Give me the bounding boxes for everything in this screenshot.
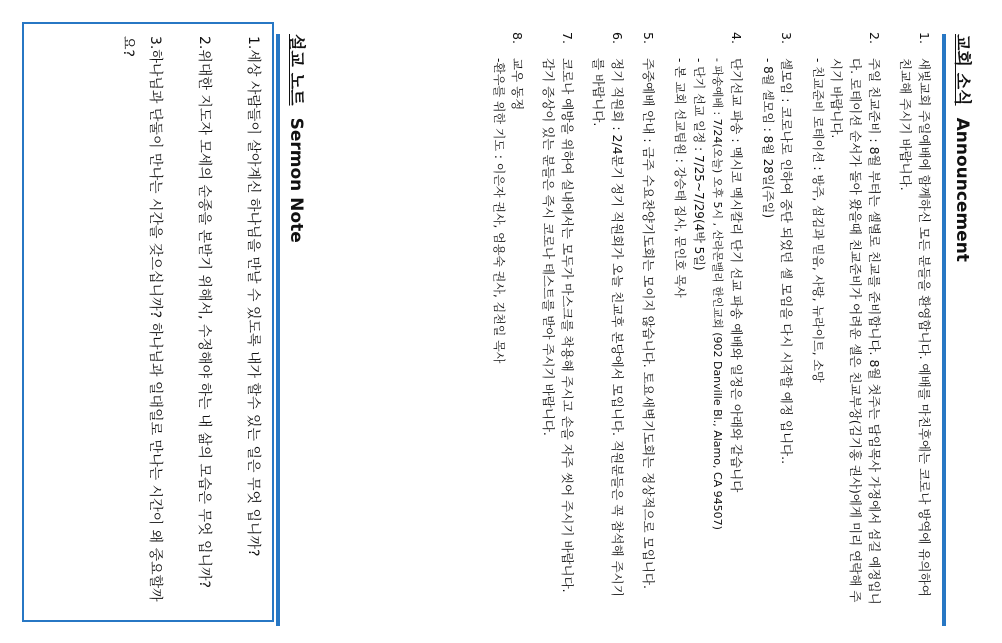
announcement-item bbox=[808, 18, 884, 608]
announcement-item bbox=[489, 18, 527, 608]
announcement-item bbox=[639, 18, 658, 608]
sermon-question: 2.위대한 지도자 모세의 순종을 본받기 위해서, 수정해야 하는 내 삶의 모습은 무엇 입니까? bbox=[196, 36, 212, 588]
announcement-item bbox=[758, 18, 796, 608]
announcement-title-en: Announcement bbox=[952, 117, 972, 262]
sermon-title-ko: 설교 노트 bbox=[286, 34, 306, 106]
sermon-question: 3.하나님과 단둘이 만나는 시간을 갖으십니까? 하나님과 일대일로 만나는 시간이 왜 중요할까요? bbox=[120, 36, 163, 602]
item-number: 2. bbox=[867, 32, 882, 44]
sermon-rule bbox=[276, 34, 280, 626]
item-subtext: - 파송예배 : 7/24(오늘) 오후 5시 , 산라몬밸리 한인교회 (902 Danville Bl., Alamo, CA 94507) bbox=[711, 58, 724, 530]
announcement-item bbox=[670, 18, 746, 608]
item-text: 새빛교회 주일예배에 함께하신 모든 분들을 환영합니다. 예배를 마친후에는 코로나 방역에 유의하여 친교해 주시기 바랍니다. bbox=[898, 58, 932, 597]
item-number: 6. bbox=[610, 32, 625, 44]
item-text: 주중예배 안내 : 금주 수요찬양기도회는 모이지 않습니다. 토요새벽기도회는 정상적으로 모입니다. bbox=[641, 58, 656, 589]
item-text: 코로나 예방을 위하여 실내에서는 모두가 마스크를 착용해 주시고 손을 자주 씻어 주시기 바랍니다. 감기 증상이 있는 분들은 즉시 코로나 테스트를 받아 주시기 바랍니다. bbox=[541, 58, 575, 593]
announcement-list bbox=[477, 18, 934, 608]
item-text: 주일 친교준비 : 8월 부터는 셀별로 친교를 준비합니다. 8월 첫주는 담임목사 가정에서 섬길 예정입니다. 로테이션 순서가 돌아 왔을때 친교준비가 어려운 셀은 친교부장(김기홍 권사)에게 미리 연락해 주시기 바랍니다. bbox=[829, 58, 882, 605]
item-text: 교우 동정 bbox=[510, 58, 525, 111]
item-number: 3. bbox=[779, 32, 794, 44]
item-number: 1. bbox=[917, 32, 932, 44]
announcement-title-ko: 교회 소식 bbox=[952, 34, 972, 106]
sermon-heading bbox=[286, 34, 306, 614]
item-text: 셀모임 : 코로나로 인하여 중단 되었던 셀 모임을 다시 시작할 예정 입니다.. bbox=[779, 58, 794, 465]
announcement-item bbox=[539, 18, 577, 608]
announcement-item bbox=[896, 18, 934, 608]
sermon-question: 1.세상 사람들이 살아계신 하나님을 만날 수 있도록 내가 할수 있는 일은 무엇 입니까? bbox=[245, 36, 261, 557]
item-text: 정기 직원회 : 2/4분기 정기 직원회가 오늘 친교후 본당에서 모입니다. 직원분들은 꼭 참석해 주시기를 바랍니다. bbox=[591, 58, 625, 597]
item-subtext: - 친교준비 로테이션 : 방주, 섬김과 믿음, 사랑, 뉴라이트, 소망 bbox=[811, 58, 825, 383]
item-number: 7. bbox=[560, 32, 575, 44]
item-number: 4. bbox=[729, 32, 744, 44]
item-subtext: - 본 교회 선교팀원 : 강승태 집사, 문인호 목사 bbox=[673, 58, 687, 298]
item-subtext: - 8월 셀모임 : 8월 28일(주일) bbox=[761, 58, 775, 219]
item-subtext: -환우를 위한 기도 : 이은자 권사, 엄용숙 권사, 김천일 목사 bbox=[492, 58, 506, 364]
item-number: 8. bbox=[510, 32, 525, 44]
sermon-note-box bbox=[22, 22, 274, 622]
item-number: 5. bbox=[641, 32, 656, 44]
item-text: 단기선교 파송 : 멕시코 멕시칼리 단기 선교 파송 예배와 일정은 아래와 같습니다 bbox=[729, 58, 744, 493]
item-subtext: - 단기 선교 일정 : 7/25~7/29(4박 5일) bbox=[692, 58, 706, 271]
announcement-item bbox=[589, 18, 627, 608]
announcement-heading bbox=[952, 34, 972, 614]
announcement-rule bbox=[942, 34, 946, 626]
sermon-title-en: Sermon Note bbox=[286, 117, 306, 243]
